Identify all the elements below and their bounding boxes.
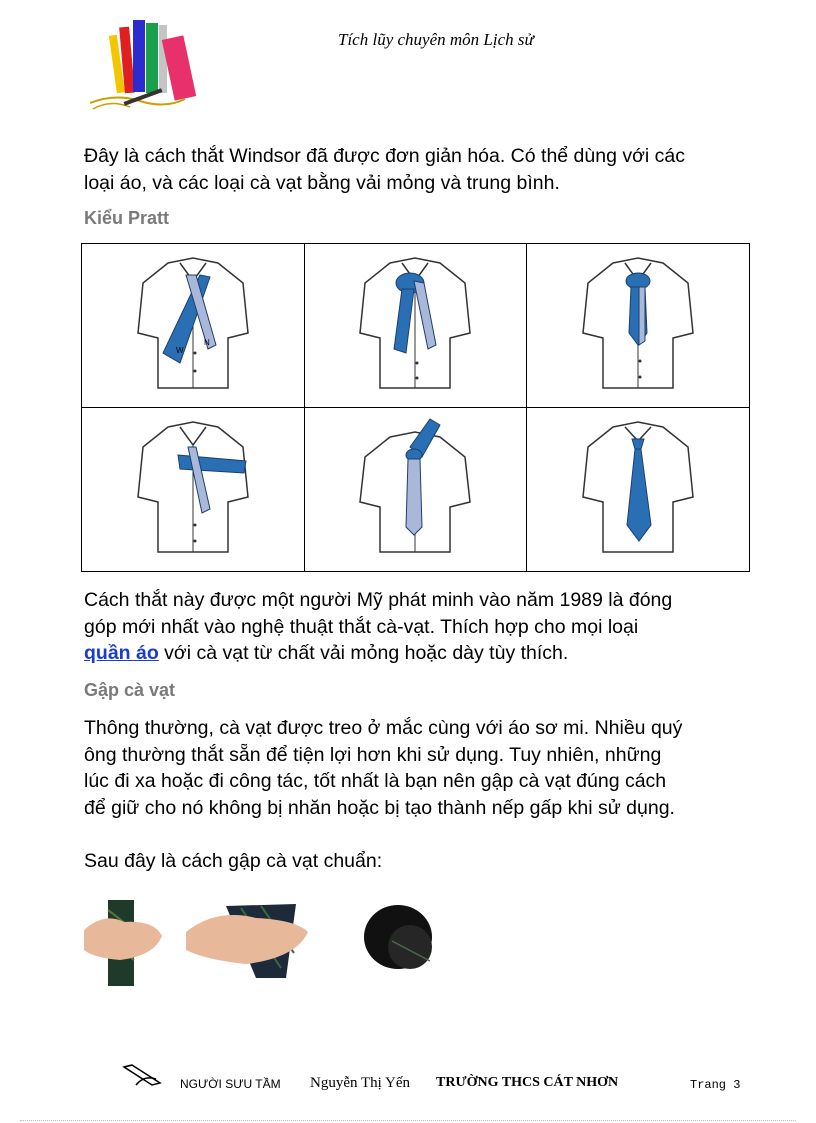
footer-divider (20, 1120, 796, 1121)
footer-author: Nguyễn Thị Yến (310, 1075, 410, 1091)
shirt-step-2-image (350, 253, 480, 393)
fold-photo-2 (186, 898, 310, 985)
intro-paragraph (84, 143, 764, 196)
shirt-step-3-image (573, 253, 703, 393)
fold-photo-3 (362, 895, 436, 980)
pratt-step-2 (304, 244, 527, 408)
pratt-step-6 (527, 408, 750, 572)
fold-heading: Gập cà vạt (84, 680, 176, 700)
intro-line-2: loại áo, và các loại cà vạt bằng vải mỏng và trung bình. (84, 171, 560, 194)
pratt-line-3 (84, 640, 764, 667)
fold-line-4: để giữ cho nó không bị nhăn hoặc bị tạo thành nếp gấp khi sử dụng. (84, 796, 675, 819)
fold-line-2: ông thường thắt sẵn để tiện lợi hơn khi sử dụng. Tuy nhiên, những (84, 743, 662, 766)
label-w: W (175, 346, 184, 355)
footer-school: TRƯỜNG THCS CÁT NHƠN (436, 1075, 619, 1090)
pratt-step-5 (304, 408, 527, 572)
pratt-line-2: góp mới nhất vào nghệ thuật thắt cà-vạt. Thích hợp cho mọi loại (84, 615, 639, 638)
shirt-step-5-image (350, 417, 480, 557)
pratt-steps-grid (81, 243, 750, 572)
pratt-step-1 (82, 244, 305, 408)
fold-following: Sau đây là cách gập cà vạt chuẩn: (84, 850, 383, 872)
shirt-step-6-image (573, 417, 703, 557)
pratt-line-1: Cách thắt này được một người Mỹ phát minh vào năm 1989 là đóng (84, 589, 673, 611)
pratt-line-3-rest: với cà vạt từ chất vải mỏng hoặc dày tùy thích. (158, 642, 569, 664)
label-n: N (203, 338, 210, 347)
header-title: Tích lũy chuyên môn Lịch sử (338, 30, 534, 49)
shirt-step-1-image (128, 253, 258, 393)
pen-icon (122, 1063, 162, 1094)
footer-collector-label: NGƯỜI SƯU TẦM (180, 1077, 281, 1091)
page-number: Trang 3 (690, 1078, 741, 1092)
books-logo-icon (85, 15, 205, 115)
pratt-heading: Kiểu Pratt (84, 208, 170, 228)
pratt-paragraph (84, 587, 764, 667)
fold-line-3: lúc đi xa hoặc đi công tác, tốt nhất là bạn nên gập cà vạt đúng cách (84, 770, 667, 792)
intro-line-1: Đây là cách thắt Windsor đã được đơn giản hóa. Có thể dùng với các (84, 145, 685, 167)
pratt-step-3 (527, 244, 750, 408)
fold-line-1: Thông thường, cà vạt được treo ở mắc cùng với áo sơ mi. Nhiều quý (84, 717, 683, 739)
pratt-step-4 (82, 408, 305, 572)
fold-paragraph (84, 715, 764, 821)
shirt-step-4-image (128, 417, 258, 557)
fold-photo-1 (84, 900, 164, 991)
clothes-link[interactable]: quần áo (84, 642, 159, 664)
